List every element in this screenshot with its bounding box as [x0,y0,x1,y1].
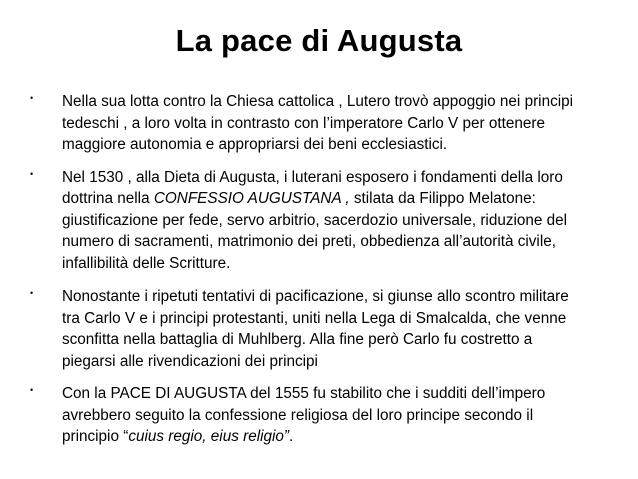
bullet-item [30,167,590,275]
slide-title: La pace di Augusta [175,23,463,58]
bullet-emphasis: CONFESSIO AUGUSTANA , [153,190,350,207]
bullet-icon: • [30,93,34,103]
bullet-text: Nel 1530 , alla Dieta di Augusta, i luterani esposero i fondamenti della loro dottrina nella [62,168,563,207]
bullet-text: Nella sua lotta contro la Chiesa cattolica , Lutero trovò appoggio nei principi tedeschi , a loro volta in contrasto con l’imperatore Carlo V per ottenere maggiore autonomia e appropriarsi dei beni ecclesiastici. [62,93,574,153]
bullet-icon: • [30,288,34,298]
bullet-item [30,286,590,372]
bullet-text: Nonostante i ripetuti tentativi di pacificazione, si giunse allo scontro militare tra Carlo V e i principi protestanti, uniti nella Lega di Smalcalda, che venne sconfitta nella battaglia di Muhlberg. Alla fine però Carlo fu costretto a piegarsi alle rivendicazioni dei principi [62,288,569,370]
bullet-text: stilata da Filippo Melatone: giustificazione per fede, servo arbitrio, sacerdozio universale, riduzione del numero di sacramenti, matrimonio dei preti, obbedienza all’autorità civile, infallibilità delle Scritture. [62,190,568,272]
bullet-item [30,91,590,156]
bullet-icon: • [30,168,34,179]
bullet-text: Con la PACE DI AUGUSTA del 1555 fu stabilito che i sudditi dell’impero avrebbero seguito la confessione religiosa del loro principe secondo il principio “ [62,385,546,445]
bullet-list [30,91,590,448]
bullet-text: . [289,428,294,445]
bullet-item [30,383,590,448]
bullet-icon: • [30,385,34,395]
bullet-emphasis: cuius regio, eius religio” [128,428,290,445]
